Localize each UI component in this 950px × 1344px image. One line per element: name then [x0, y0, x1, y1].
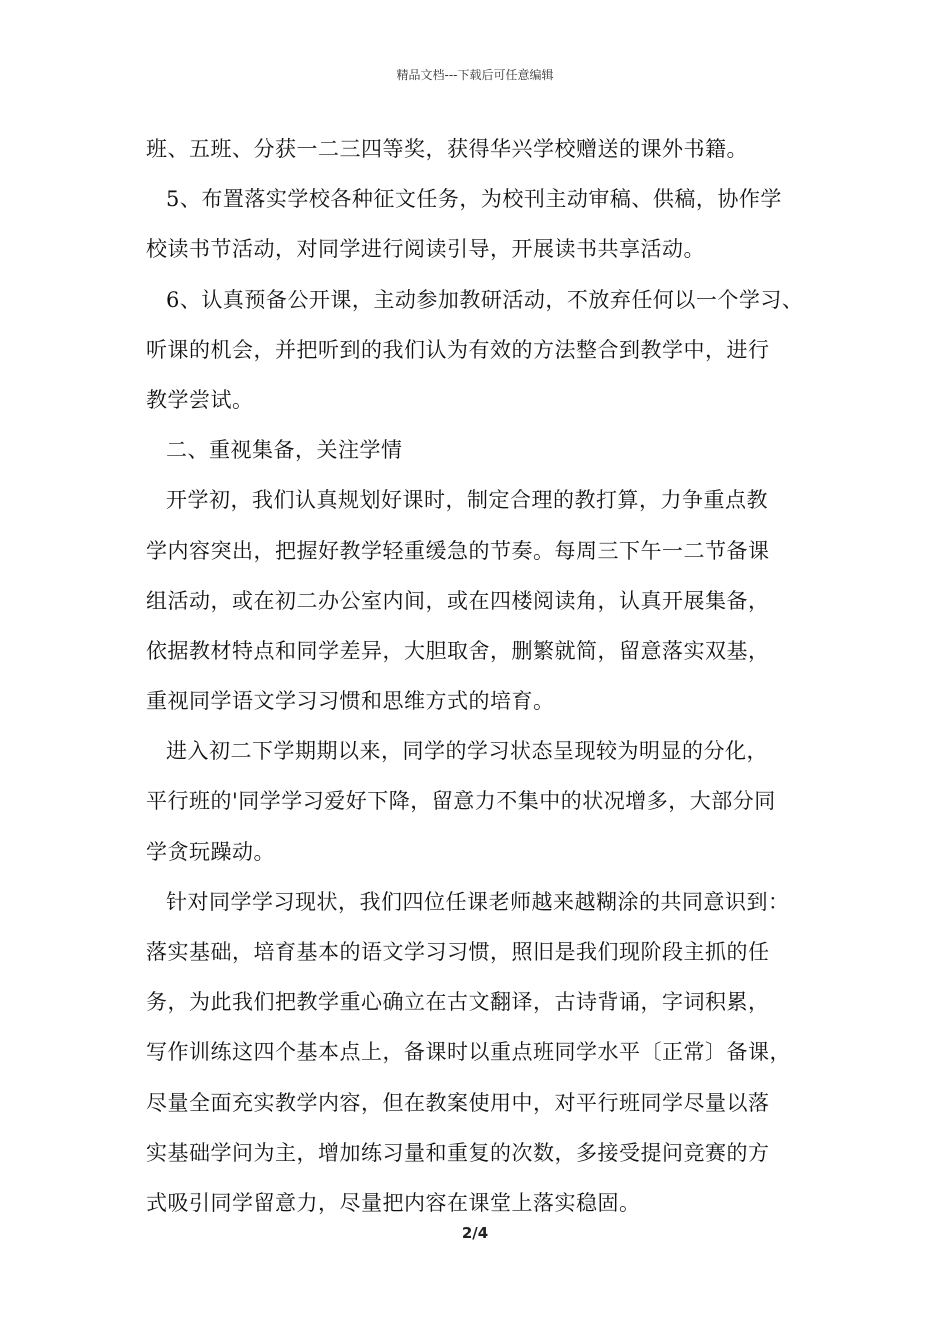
text-line: 务，为此我们把教学重心确立在古文翻译，古诗背诵，字词积累，: [146, 990, 770, 1015]
section-heading: 二、重视集备，关注学情: [166, 438, 403, 463]
document-body: [146, 127, 826, 1231]
page-number-footer: [0, 1224, 950, 1242]
page-separator: /: [472, 1224, 478, 1242]
text-line: 依据教材特点和同学差异，大胆取舍，删繁就简，留意落实双基，: [146, 638, 770, 663]
paragraph-start-line: 进入初二下学期期以来，同学的学习状态呈现较为明显的分化，: [166, 739, 768, 764]
text-line: 落实基础，培育基本的语文学习习惯，照旧是我们现阶段主抓的任: [146, 940, 770, 964]
text-line: 教学尝试。: [146, 387, 254, 412]
total-pages: 4: [477, 1224, 489, 1242]
current-page-number: 2: [461, 1224, 473, 1242]
text-line: 校读书节活动，对同学进行阅读引导，开展读书共享活动。: [146, 237, 705, 262]
text-line: 实基础学问为主，增加练习量和重复的次数，多接受提问竞赛的方: [146, 1140, 770, 1165]
page-header: 精品文档---下载后可任意编辑: [396, 68, 554, 82]
text-line: 尽量全面充实教学内容，但在教案使用中，对平行班同学尽量以落: [146, 1090, 770, 1115]
text-line: 重视同学语文学习习惯和思维方式的培育。: [146, 689, 555, 714]
text-line: 式吸引同学留意力，尽量把内容在课堂上落实稳固。: [146, 1190, 641, 1215]
text-line: 学贪玩躁动。: [146, 839, 275, 864]
paragraph-start-line: 6、认真预备公开课，主动参加教研活动，不放弃任何以一个学习、: [166, 287, 804, 312]
text-line: 组活动，或在初二办公室内间，或在四楼阅读角，认真开展集备，: [146, 588, 770, 613]
paragraph-start-line: 针对同学学习现状，我们四位任课老师越来越糊涂的共同意识到：: [166, 889, 790, 914]
text-line: 听课的机会，并把听到的我们认为有效的方法整合到教学中，进行: [146, 337, 770, 362]
text-line: 班、五班、分获一二三四等奖，获得华兴学校赠送的课外书籍。: [146, 137, 748, 161]
paragraph-start-line: 开学初，我们认真规划好课时，制定合理的教打算，力争重点教: [166, 488, 768, 513]
text-line: 写作训练这四个基本点上，备课时以重点班同学水平〔正常〕备课，: [146, 1040, 791, 1065]
text-line: 学内容突出，把握好教学轻重缓急的节奏。每周三下午一二节备课: [146, 538, 770, 563]
paragraph-start-line: 5、布置落实学校各种征文任务，为校刊主动审稿、供稿，协作学: [166, 187, 782, 212]
text-line: 平行班的'同学学习爱好下降，留意力不集中的状况增多，大部分同: [146, 789, 776, 814]
